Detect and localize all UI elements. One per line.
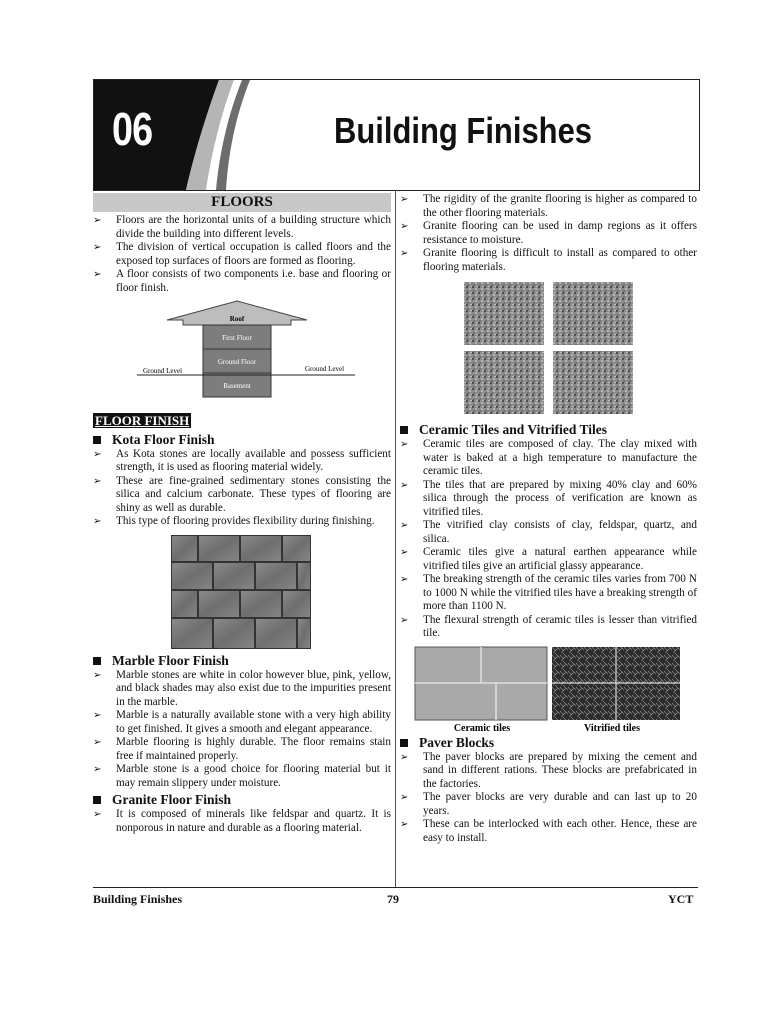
square-bullet-icon	[93, 657, 101, 665]
floor-levels-diagram	[93, 299, 391, 407]
list-item: ➢ The tiles that are prepared by mixing 40% clay and 60% silica through the process of verification are known as vitrified tiles.	[400, 479, 697, 520]
chapter-title: Building Finishes	[334, 110, 593, 151]
granite-heading-text: Granite Floor Finish	[112, 792, 232, 807]
floors-heading: FLOORS	[93, 193, 391, 212]
ceramic-heading-text: Ceramic Tiles and Vitrified Tiles	[419, 422, 608, 437]
kota-stone-image	[93, 533, 391, 651]
diagram-roof-label: Roof	[229, 315, 245, 323]
marble-heading	[93, 653, 391, 669]
list-item: ➢ The paver blocks are very durable and can last up to 20 years.	[400, 791, 697, 818]
footer-rule	[93, 887, 698, 888]
list-item: ➢ These are fine-grained sedimentary stones consisting the silica and calcium carbonate. These types of flooring are shiny as well as durable.	[93, 475, 391, 516]
list-item: ➢ Marble stone is a good choice for flooring material but it may remain slippery under moisture.	[93, 763, 391, 790]
right-column	[400, 193, 697, 845]
ceramic-vitrified-image	[400, 645, 697, 733]
chapter-number: 06	[112, 103, 153, 155]
floors-bullet-list	[93, 214, 391, 295]
diagram-basement-label: Basement	[223, 382, 251, 390]
list-item: ➢ The rigidity of the granite flooring is higher as compared to the other flooring materials.	[400, 193, 697, 220]
vitrified-tiles-caption: Vitrified tiles	[583, 722, 641, 733]
square-bullet-icon	[400, 739, 408, 747]
kota-bullet-list	[93, 448, 391, 529]
diagram-ground-level-right: Ground Level	[305, 365, 345, 373]
marble-heading-text: Marble Floor Finish	[112, 652, 229, 668]
list-item: ➢ The paver blocks are prepared by mixing the cement and sand in different rations. These blocks are prefabricated in the factories.	[400, 751, 697, 792]
list-item: ➢ This type of flooring provides flexibility during finishing.	[93, 515, 391, 529]
list-item: ➢ Ceramic tiles give a natural earthen appearance while vitrified tiles give an artificial glassy appearance.	[400, 546, 697, 573]
footer-page-number: 79	[387, 892, 399, 906]
ceramic-heading	[400, 422, 697, 438]
list-item: ➢ The breaking strength of the ceramic tiles varies from 700 N to 1000 N while the vitrified tiles have a breaking strength of more than 1100 N.	[400, 573, 697, 614]
list-item: ➢ These can be interlocked with each other. Hence, these are easy to install.	[400, 818, 697, 845]
list-item: ➢ Granite flooring can be used in damp regions as it offers resistance to moisture.	[400, 220, 697, 247]
ceramic-tiles-caption: Ceramic tiles	[453, 722, 511, 733]
floor-finish-label: FLOOR FINISH	[95, 413, 190, 428]
diagram-ground-level-left: Ground Level	[143, 367, 183, 375]
paver-heading	[400, 735, 697, 751]
list-item: ➢ The flexural strength of ceramic tiles is lesser than vitrified tile.	[400, 614, 697, 641]
list-item: ➢ The vitrified clay consists of clay, feldspar, quartz, and silica.	[400, 519, 697, 546]
list-item: ➢ Marble is a naturally available stone with a very high ability to get finished. It gives a smooth and elegant appearance.	[93, 709, 391, 736]
kota-heading	[93, 432, 391, 448]
square-bullet-icon	[93, 436, 101, 444]
chapter-header	[93, 79, 700, 191]
ceramic-bullet-list	[400, 438, 697, 641]
footer-publisher: YCT	[668, 892, 694, 906]
list-item: ➢ Granite flooring is difficult to install as compared to other flooring materials.	[400, 247, 697, 274]
marble-bullet-list	[93, 669, 391, 791]
list-item: ➢ Ceramic tiles are composed of clay. The clay mixed with water is baked at a high temperature to manufacture the ceramic tiles.	[400, 438, 697, 479]
list-item: ➢ Floors are the horizontal units of a building structure which divide the building into different levels.	[93, 214, 391, 241]
granite-continued-list	[400, 193, 697, 274]
column-divider	[395, 190, 396, 887]
list-item: ➢ It is composed of minerals like feldspar and quartz. It is nonporous in nature and durable as a flooring material.	[93, 808, 391, 835]
square-bullet-icon	[93, 796, 101, 804]
list-item: ➢ Marble stones are white in color however blue, pink, yellow, and black shades may also exist due to the impurities present in the marble.	[93, 669, 391, 710]
kota-heading-text: Kota Floor Finish	[112, 431, 215, 447]
list-item: ➢ A floor consists of two components i.e. base and flooring or floor finish.	[93, 268, 391, 295]
diagram-ground-floor-label: Ground Floor	[217, 358, 257, 366]
paver-bullet-list	[400, 751, 697, 846]
list-item: ➢ Marble flooring is highly durable. The floor remains stain free if maintained properly.	[93, 736, 391, 763]
list-item: ➢ The division of vertical occupation is called floors and the exposed top surfaces of floors are formed as flooring.	[93, 241, 391, 268]
granite-heading	[93, 792, 391, 808]
square-bullet-icon	[400, 426, 408, 434]
paver-heading-text: Paver Blocks	[419, 734, 495, 750]
granite-tiles-image	[400, 280, 697, 416]
footer-book-title: Building Finishes	[93, 892, 183, 906]
diagram-first-floor-label: First Floor	[222, 334, 252, 342]
granite-bullet-list	[93, 808, 391, 835]
left-column	[93, 193, 391, 835]
list-item: ➢ As Kota stones are locally available and possess sufficient strength, it is used as flooring material widely.	[93, 448, 391, 475]
